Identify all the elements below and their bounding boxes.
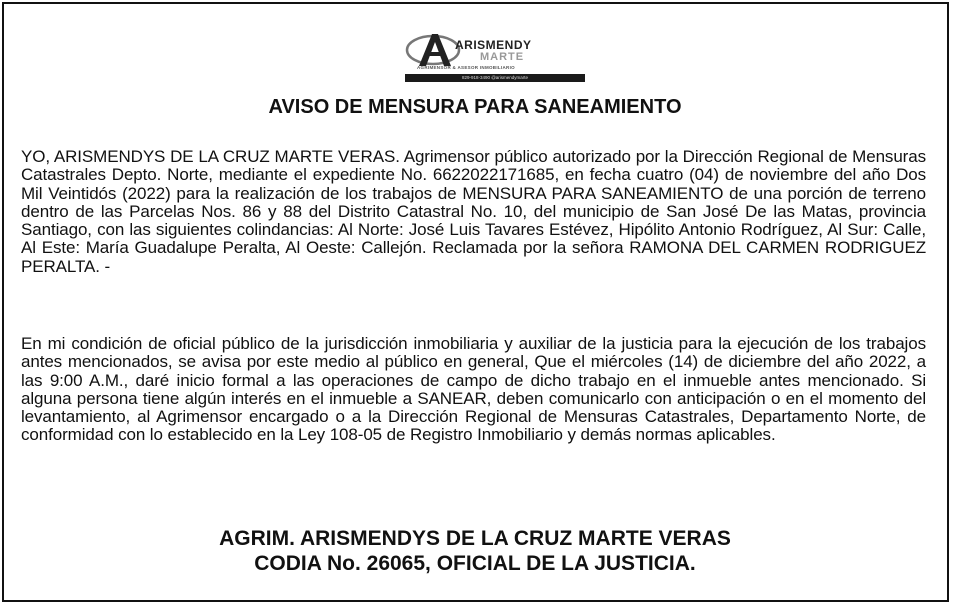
notice-paragraph-2: En mi condición de oficial público de la jurisdicción inmobiliaria y auxiliar de la justicia para la ejecución de los trabajos antes mencionados, se avisa por este medio al público en general, Que el miércoles (14) de diciembre del año 2022, a las 9:00 A.M., daré inicio formal a las operaciones de campo de dicho trabajo en el inmueble antes mencionado. Si alguna persona tiene algún interés en el inmueble a SANEAR, deben comunicarlo con anticipación o en el momento del levantamiento, al Agrimensor encargado o a la Dirección Regional de Mensuras Catastrales, Departamento Norte, de conformidad con lo establecido en la Ley 108-05 de Registro Inmobiliario y demás normas aplicables.: [21, 334, 926, 445]
logo-tagline: AGRIMENSOR & ASESOR INMOBILIARIO: [417, 65, 515, 70]
notice-frame: [2, 2, 949, 602]
signature-title: CODIA No. 26065, OFICIAL DE LA JUSTICIA.: [254, 552, 696, 575]
company-logo: [405, 28, 585, 78]
logo-contact-bar: 829-918-3490 @arismendymarte: [405, 74, 585, 82]
notice-paragraph-1: YO, ARISMENDYS DE LA CRUZ MARTE VERAS. Agrimensor público autorizado por la Dirección Regional de Mensuras Catastrales Depto. Norte, mediante el expediente No. 6622022171685, en fecha cuatro (04) de noviembre del año Dos Mil Veintidós (2022) para la realización de los trabajos de MENSURA PARA SANEAMIENTO de una porción de terreno dentro de las Parcelas Nos. 86 y 88 del Distrito Catastral No. 10, del municipio de San José De las Matas, provincia Santiago, con las siguientes colindancias: Al Norte: José Luis Tavares Estévez, Hipólito Antonio Rodríguez, Al Sur: Calle, Al Este: María Guadalupe Peralta, Al Oeste: Callejón. Reclamada por la señora RAMONA DEL CARMEN RODRIGUEZ PERALTA. -: [21, 147, 926, 276]
signature-name: AGRIM. ARISMENDYS DE LA CRUZ MARTE VERAS: [219, 527, 731, 550]
logo-surname: MARTE: [480, 51, 525, 63]
notice-title: AVISO DE MENSURA PARA SANEAMIENTO: [268, 96, 682, 118]
logo-name: ARISMENDY: [455, 38, 532, 52]
